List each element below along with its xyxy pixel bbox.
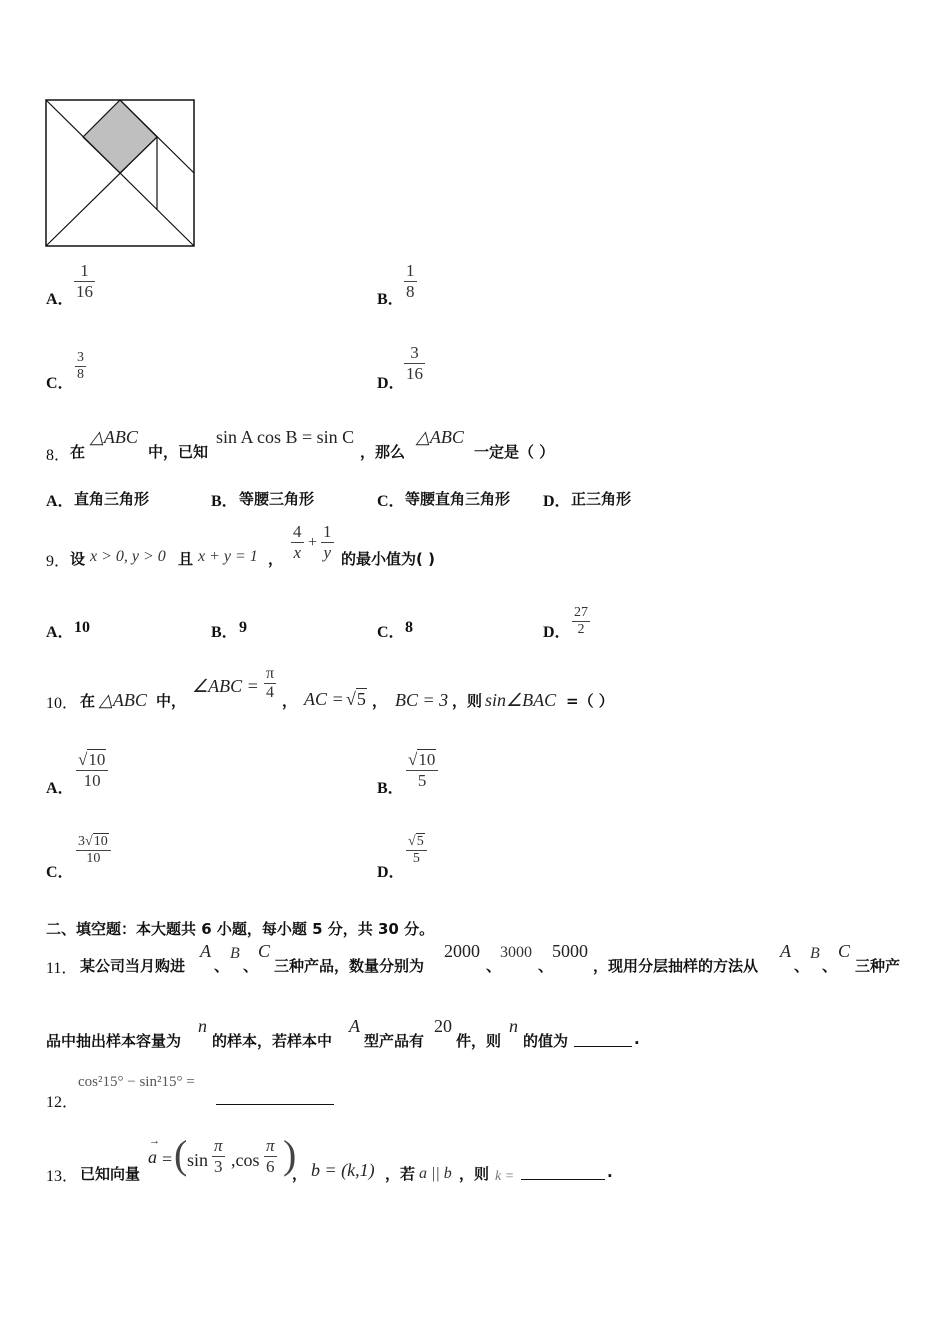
q13-cos: ,cos <box>231 1150 260 1170</box>
q7-option-d-label: D． <box>377 375 405 392</box>
q11-product-a-2: A <box>780 941 791 961</box>
q12-expression: cos²15° − sin²15° = <box>78 1074 195 1090</box>
q9-option-d-fraction: 27 2 <box>574 605 588 638</box>
q9-text-1: 设 <box>70 550 86 568</box>
q11-product-b: B <box>230 945 240 962</box>
q8-number: 8． <box>46 447 71 464</box>
q13-left-paren: ( <box>174 1132 188 1177</box>
q9-option-d-label: D． <box>543 624 571 641</box>
q13-text-3: ，若 <box>385 1165 416 1183</box>
q11-answer-blank[interactable] <box>574 1030 632 1047</box>
q10-option-b-label: B． <box>377 780 404 797</box>
q10-comma-1: ， <box>282 692 298 710</box>
q10-text-3: ，则 <box>452 692 483 710</box>
q11-sep-6: 、 <box>822 957 838 975</box>
q9-option-c-text: 8 <box>405 619 413 636</box>
q11-sep-3: 、 <box>486 957 502 975</box>
q11-text-2: 三种产品，数量分别为 <box>274 957 425 975</box>
q13-text-1: 已知向量 <box>80 1165 141 1183</box>
q10-bc: BC = 3 <box>395 690 449 710</box>
q8-option-d-label: D． <box>543 493 571 510</box>
q9-number: 9． <box>46 553 71 570</box>
q11-line2-text-3: 型产品有 <box>364 1032 425 1050</box>
q11-twenty: 20 <box>434 1016 452 1036</box>
q7-option-a-label: A． <box>46 291 74 308</box>
q8-option-b-label: B． <box>211 493 238 510</box>
q8-option-a-label: A． <box>46 493 74 510</box>
q8-text-3: ，那么 <box>360 443 406 461</box>
q13-parallel: a || b <box>419 1165 452 1182</box>
q8-option-b-text: 等腰三角形 <box>239 490 315 508</box>
q12-number: 12． <box>46 1094 79 1111</box>
q13-number: 13． <box>46 1168 79 1185</box>
q8-triangle-2: △ABC <box>416 427 464 447</box>
q13-sin: sin <box>187 1150 209 1170</box>
q13-equals: = <box>162 1149 173 1169</box>
q8-triangle-1: △ABC <box>90 427 138 447</box>
q7-option-b-label: B． <box>377 291 404 308</box>
q7-option-b-fraction: 1 8 <box>406 261 415 301</box>
q10-sin-bac: sin∠BAC <box>485 690 557 710</box>
q10-text-4: =（ ） <box>566 692 614 710</box>
q11-sep-1: 、 <box>214 957 230 975</box>
q10-ac: AC = <box>304 689 344 709</box>
q10-number: 10． <box>46 695 79 712</box>
q9-text-3: ， <box>268 550 284 568</box>
q11-quantity-2: 3000 <box>500 944 532 961</box>
tangram-figure <box>45 99 196 248</box>
q8-equation: sin A cos B = sin C <box>216 427 355 447</box>
q11-n-1: n <box>198 1016 207 1036</box>
q9-plus: + <box>308 534 318 551</box>
q13-answer-blank[interactable] <box>521 1163 605 1180</box>
section-2-heading: 二、填空题：本大题共 6 小题，每小题 5 分，共 30 分。 <box>46 920 435 938</box>
q7-option-d-fraction: 3 16 <box>406 343 423 383</box>
q9-option-b-label: B． <box>211 624 238 641</box>
q8-option-c-label: C． <box>377 493 405 510</box>
q11-sep-2: 、 <box>243 957 259 975</box>
q11-line2-text-2: 的样本，若样本中 <box>212 1032 333 1050</box>
q11-product-c: C <box>258 941 271 961</box>
q10-text-1: 在 <box>80 692 96 710</box>
q11-n-2: n <box>509 1016 518 1036</box>
q9-option-c-label: C． <box>377 624 405 641</box>
q8-text-4: 一定是（ ） <box>474 443 555 461</box>
q10-comma-2: ， <box>372 692 388 710</box>
q9-text-4: 的最小值为( ) <box>341 550 435 568</box>
q11-quantity-3: 5000 <box>552 941 588 961</box>
q11-text-1: 某公司当月购进 <box>80 957 186 975</box>
q11-product-c-2: C <box>838 941 851 961</box>
q11-text-3: ，现用分层抽样的方法从 <box>593 957 759 975</box>
q9-condition-1: x > 0, y > 0 <box>90 548 166 565</box>
q11-end: . <box>634 1030 640 1048</box>
q11-text-4: 三种产 <box>855 957 901 975</box>
q11-product-a-3: A <box>349 1016 360 1036</box>
q13-text-4: ，则 <box>459 1165 490 1183</box>
q11-line2-text-5: 的值为 <box>523 1032 569 1050</box>
q8-option-a-text: 直角三角形 <box>74 490 150 508</box>
q13-k: k = <box>495 1169 515 1184</box>
q13-vector-b: b = (k,1) <box>311 1160 375 1180</box>
q10-option-c-label: C． <box>46 864 74 881</box>
q10-option-d-label: D． <box>377 864 405 881</box>
q10-text-2: 中， <box>156 692 187 710</box>
q7-option-a-fraction: 1 16 <box>76 261 93 301</box>
q9-fraction-1: 4 x <box>293 522 302 562</box>
q10-option-c-value: 3√10 10 <box>76 834 111 867</box>
q9-option-a-label: A． <box>46 624 74 641</box>
q11-sep-5: 、 <box>794 957 810 975</box>
q13-end: . <box>607 1163 613 1181</box>
q7-option-c-fraction: 3 8 <box>77 350 84 383</box>
q11-sep-4: 、 <box>538 957 554 975</box>
q7-option-c-label: C． <box>46 375 74 392</box>
q10-option-b-value: √10 5 <box>406 750 438 790</box>
q13-text-2: ， <box>292 1165 308 1183</box>
q10-pi-over-4: π 4 <box>266 665 275 702</box>
q13-vector-a: → a <box>148 1135 160 1167</box>
q11-product-b-2: B <box>810 945 820 962</box>
q11-quantity-1: 2000 <box>444 941 480 961</box>
q8-text-1: 在 <box>70 443 86 461</box>
figure-shaded-square <box>83 100 157 173</box>
q10-triangle: △ABC <box>99 690 147 710</box>
q8-text-2: 中，已知 <box>148 443 209 461</box>
q9-option-a-text: 10 <box>74 619 90 636</box>
q11-line2-text-4: 件，则 <box>456 1032 502 1050</box>
q13-pi-over-6: π 6 <box>266 1136 275 1176</box>
q10-option-a-label: A． <box>46 780 74 797</box>
q10-ac-sqrt: √5 <box>346 689 366 709</box>
q8-option-c-text: 等腰直角三角形 <box>405 490 511 508</box>
q8-option-d-text: 正三角形 <box>571 490 632 508</box>
q10-option-d-value: √5 5 <box>406 834 427 867</box>
q9-condition-2: x + y = 1 <box>198 548 258 565</box>
q9-fraction-2: 1 y <box>323 522 332 562</box>
q13-right-paren: ) <box>283 1132 297 1177</box>
q9-option-b-text: 9 <box>239 619 247 636</box>
q11-line2-text-1: 品中抽出样本容量为 <box>46 1032 182 1050</box>
q10-option-a-value: √10 10 <box>76 750 108 790</box>
q9-text-2: 且 <box>178 550 194 568</box>
q11-number: 11． <box>46 960 78 977</box>
q12-answer-blank[interactable] <box>216 1088 334 1105</box>
q10-angle: ∠ABC = <box>192 676 259 696</box>
q11-product-a: A <box>200 941 211 961</box>
q13-pi-over-3: π 3 <box>214 1136 223 1176</box>
